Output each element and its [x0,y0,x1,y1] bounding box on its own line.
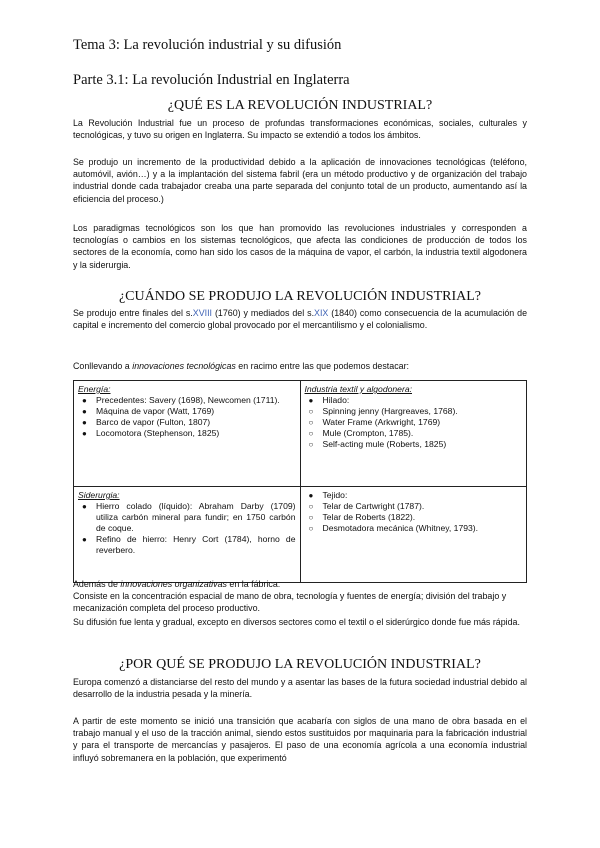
century-label: XVIII [192,308,213,318]
document-title: Tema 3: La revolución industrial y su difusión [73,37,342,53]
table-cell-tejido [300,487,527,583]
paragraph: Los paradigmas tecnológicos son los que han promovido las revoluciones industriales y corresponden a tecnologías o cambios en los sistemas tecnológicos, que afecta las condiciones de producción de todos los sectores de la economía, como han sido los casos de la máquina de vapor, el carbón, la industria textil algodonera y la siderurgia. [73,223,527,270]
table-cell-siderurgia [74,487,301,583]
paragraph: Se produjo un incremento de la productividad debido a la aplicación de innovaciones tecnológicas (teléfono, automóvil, avión…) y a la implantación del sistema fabril (era un método productivo y de organización del trabajo industrial donde cada trabajador creaba una parte separada del conjunto total de un producto, aumentando así la eficiencia del proceso.) [73,157,527,204]
list-item: ● Precedentes: Savery (1698), Newcomen (1711). [82,395,280,405]
part-title: Parte 3.1: La revolución Industrial en Inglaterra [73,72,350,88]
list-item: ○ Telar de Roberts (1822). [308,512,416,522]
table-cell-energia [74,381,301,487]
paragraph: Conllevando a innovaciones tecnológicas en racimo entre las que podemos destacar: [73,361,410,371]
cell-title: Siderurgia: [78,490,120,500]
list-item: ○ Self-acting mule (Roberts, 1825) [308,439,447,449]
paragraph: Consiste en la concentración espacial de mano de obra, tecnología y fuentes de energía; división del trabajo y mecanización completa del proceso productivo. [73,591,507,614]
list-item: ○ Desmotadora mecánica (Whitney, 1793). [308,523,479,533]
paragraph: Además de innovaciones organizativas en la fábrica: [73,579,281,589]
cell-title: Energía: [78,384,111,394]
section-heading-que-es: ¿QUÉ ES LA REVOLUCIÓN INDUSTRIAL? [167,98,433,113]
section-heading-por-que: ¿POR QUÉ SE PRODUJO LA REVOLUCIÓN INDUSTRIAL? [119,657,481,672]
list-item: ● Barco de vapor (Fulton, 1807) [82,417,211,427]
list-item: ● Máquina de vapor (Watt, 1769) [82,406,215,416]
paragraph: Se produjo entre finales del s.XVIII (1760) y mediados del s.XIX (1840) como consecuencia de la acumulación de capital e incremento del comercio global provocado por el mercantilismo y el colonialismo. [73,308,527,331]
table-cell-textil [300,381,527,487]
list-item: ● Hierro colado (líquido): Abraham Darby (1709) utiliza carbón mineral para fundir; en 1750 carbón de coque. [82,501,296,533]
list-item: ○ Telar de Cartwright (1787). [308,501,425,511]
list-item: ○ Water Frame (Arkwright, 1769) [308,417,441,427]
innovations-table [73,380,527,583]
paragraph: A partir de este momento se inició una transición que acabaría con siglos de una mano de obra basada en el trabajo manual y el uso de la tracción animal, siendo estos sustituidos por maquinaria para la fabricación industrial y para el transporte de mercancías y pasajeros. El paso de una economía agrícola a una economía industrial influyó sobremanera en la población, que experimentó [73,716,527,763]
century-label: XIX [314,308,329,318]
list-item: ● Refino de hierro: Henry Cort (1784), horno de reverbero. [82,534,296,555]
list-item: ● Hilado: [308,395,350,405]
list-item: ● Tejido: [308,490,348,500]
list-item: ○ Spinning jenny (Hargreaves, 1768). [308,406,458,416]
list-item: ○ Mule (Crompton, 1785). [308,428,414,438]
paragraph: La Revolución Industrial fue un proceso de profundas transformaciones económicas, sociales, culturales y tecnológicas, y tuvo su origen en Inglaterra. Su impacto se extendió a todos los ámbitos. [73,118,527,141]
paragraph: Europa comenzó a distanciarse del resto del mundo y a asentar las bases de la futura sociedad industrial debido al desarrollo de la industria pesada y la minería. [73,677,527,700]
section-heading-cuando: ¿CUÁNDO SE PRODUJO LA REVOLUCIÓN INDUSTRIAL? [118,289,482,304]
cell-title: Industria textil y algodonera: [304,384,412,394]
paragraph: Su difusión fue lenta y gradual, excepto en diversos sectores como el textil o el siderúrgico donde fue más rápida. [73,617,520,627]
list-item: ● Locomotora (Stephenson, 1825) [82,428,220,438]
